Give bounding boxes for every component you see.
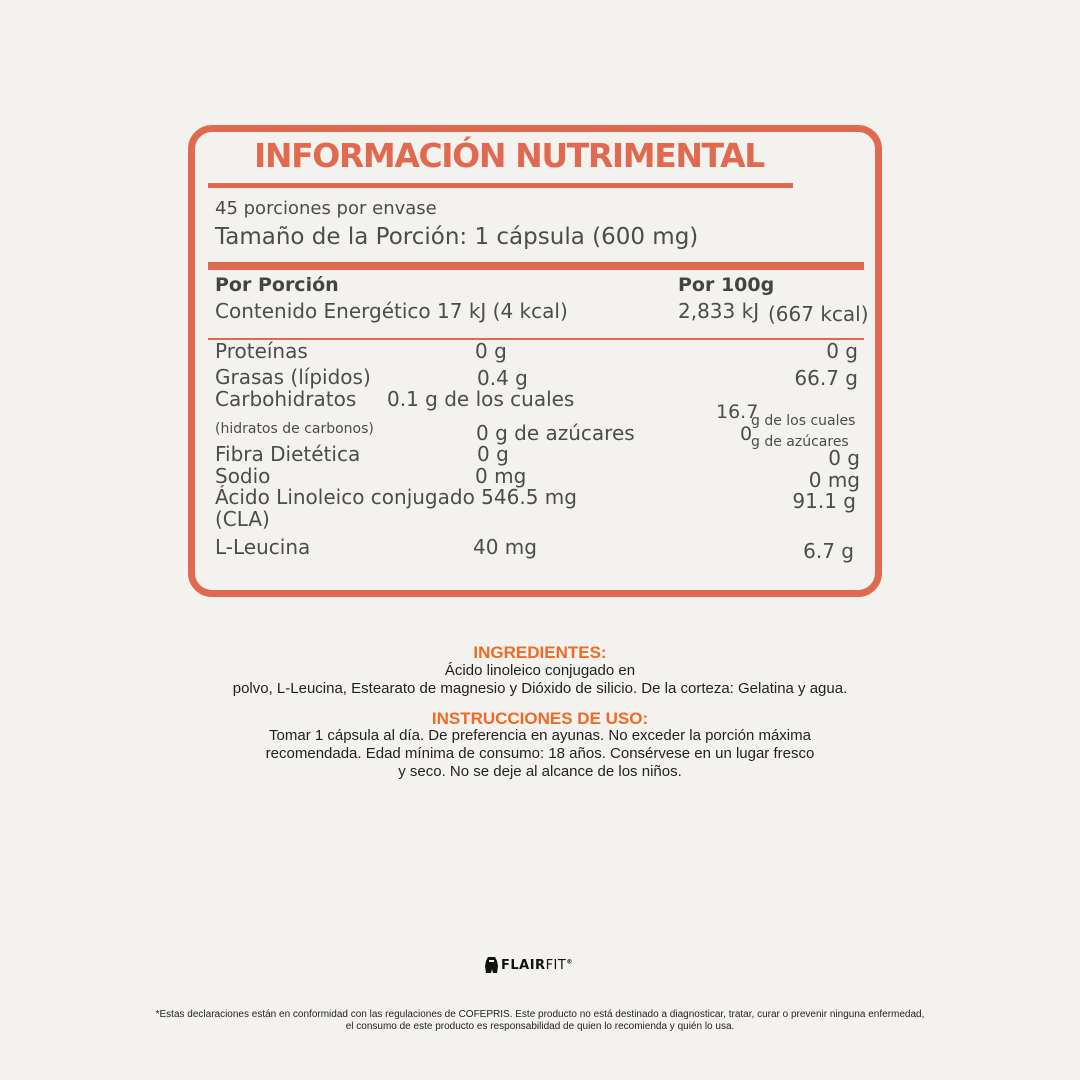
carbs-serving: 0.1 g de los cuales <box>387 387 575 411</box>
column-header-per-serving: Por Porción <box>215 274 339 296</box>
energy-label: Contenido Energético 17 kJ (4 kcal) <box>215 299 568 323</box>
cla-label-line2: (CLA) <box>215 507 270 531</box>
instructions-line2: recomendada. Edad mínima de consumo: 18 años. Consérvese en un lugar fresco <box>265 745 815 762</box>
instructions-line1: Tomar 1 cápsula al día. De preferencia en ayunas. No exceder la porción máxima <box>269 727 811 744</box>
column-header-per-100g: Por 100g <box>678 274 775 296</box>
disclaimer-line2: el consumo de este producto es responsabilidad de quien lo recomienda y quién lo usa. <box>345 1021 735 1032</box>
nutrition-title: INFORMACIÓN NUTRIMENTAL <box>254 136 764 175</box>
cla-label-line1: Ácido Linoleico conjugado 546.5 mg <box>215 485 577 509</box>
energy-per100-kj: 2,833 kJ <box>678 299 760 323</box>
sodium-serving: 0 mg <box>475 464 527 488</box>
gorilla-icon <box>484 956 499 974</box>
ingredients-heading: INGREDIENTES: <box>473 643 607 662</box>
leucine-label: L-Leucina <box>215 535 311 559</box>
ingredients-line2: polvo, L-Leucina, Estearato de magnesio y Dióxido de silicio. De la corteza: Gelatina y agua. <box>232 680 848 697</box>
ingredients-line1: Ácido linoleico conjugado en <box>444 662 636 679</box>
energy-per100-kcal: (667 kcal) <box>768 302 869 326</box>
leucine-per100: 6.7 g <box>803 539 854 563</box>
sugars-per100-value: 0 <box>740 423 753 445</box>
proteins-label: Proteínas <box>215 339 308 363</box>
fats-serving: 0.4 g <box>477 366 528 390</box>
sodium-label: Sodio <box>215 464 271 488</box>
leucine-serving: 40 mg <box>473 535 537 559</box>
fiber-per100: 0 g <box>828 446 860 470</box>
title-underline <box>208 183 793 188</box>
fiber-serving: 0 g <box>477 442 509 466</box>
proteins-per100: 0 g <box>826 339 858 363</box>
thick-divider <box>208 262 864 270</box>
instructions-line3: y seco. No se deje al alcance de los niños. <box>398 763 682 780</box>
fiber-label: Fibra Dietética <box>215 442 361 466</box>
trademark-symbol: ® <box>566 958 573 966</box>
serving-size: Tamaño de la Porción: 1 cápsula (600 mg) <box>215 224 699 250</box>
sodium-per100: 0 mg <box>808 468 860 492</box>
logo-text-suffix: FIT <box>545 957 567 973</box>
logo-text-prefix: FLAIR <box>501 957 546 973</box>
disclaimer-line1: *Estas declaraciones están en conformidad con las regulaciones de COFEPRIS. Este producto no está destinado a diagnosticar, tratar, curar o prevenir ninguna enfermedad, <box>155 1009 925 1020</box>
fats-label: Grasas (lípidos) <box>215 365 371 389</box>
servings-per-container: 45 porciones por envase <box>215 198 437 219</box>
carbs-per100-value: 16.7 <box>716 401 759 423</box>
carbs-per100-suffix: g de los cuales <box>751 413 856 429</box>
cla-per100: 91.1 g <box>792 489 856 513</box>
instructions-heading: INSTRUCCIONES DE USO: <box>431 709 649 728</box>
sugars-serving: 0 g de azúcares <box>476 421 635 445</box>
brand-logo <box>484 956 573 974</box>
proteins-serving: 0 g <box>475 339 507 363</box>
carbs-sublabel: (hidratos de carbonos) <box>215 421 374 437</box>
fats-per100: 66.7 g <box>794 366 858 390</box>
sugars-per100-suffix: g de azúcares <box>751 434 849 450</box>
carbs-label: Carbohidratos <box>215 387 357 411</box>
